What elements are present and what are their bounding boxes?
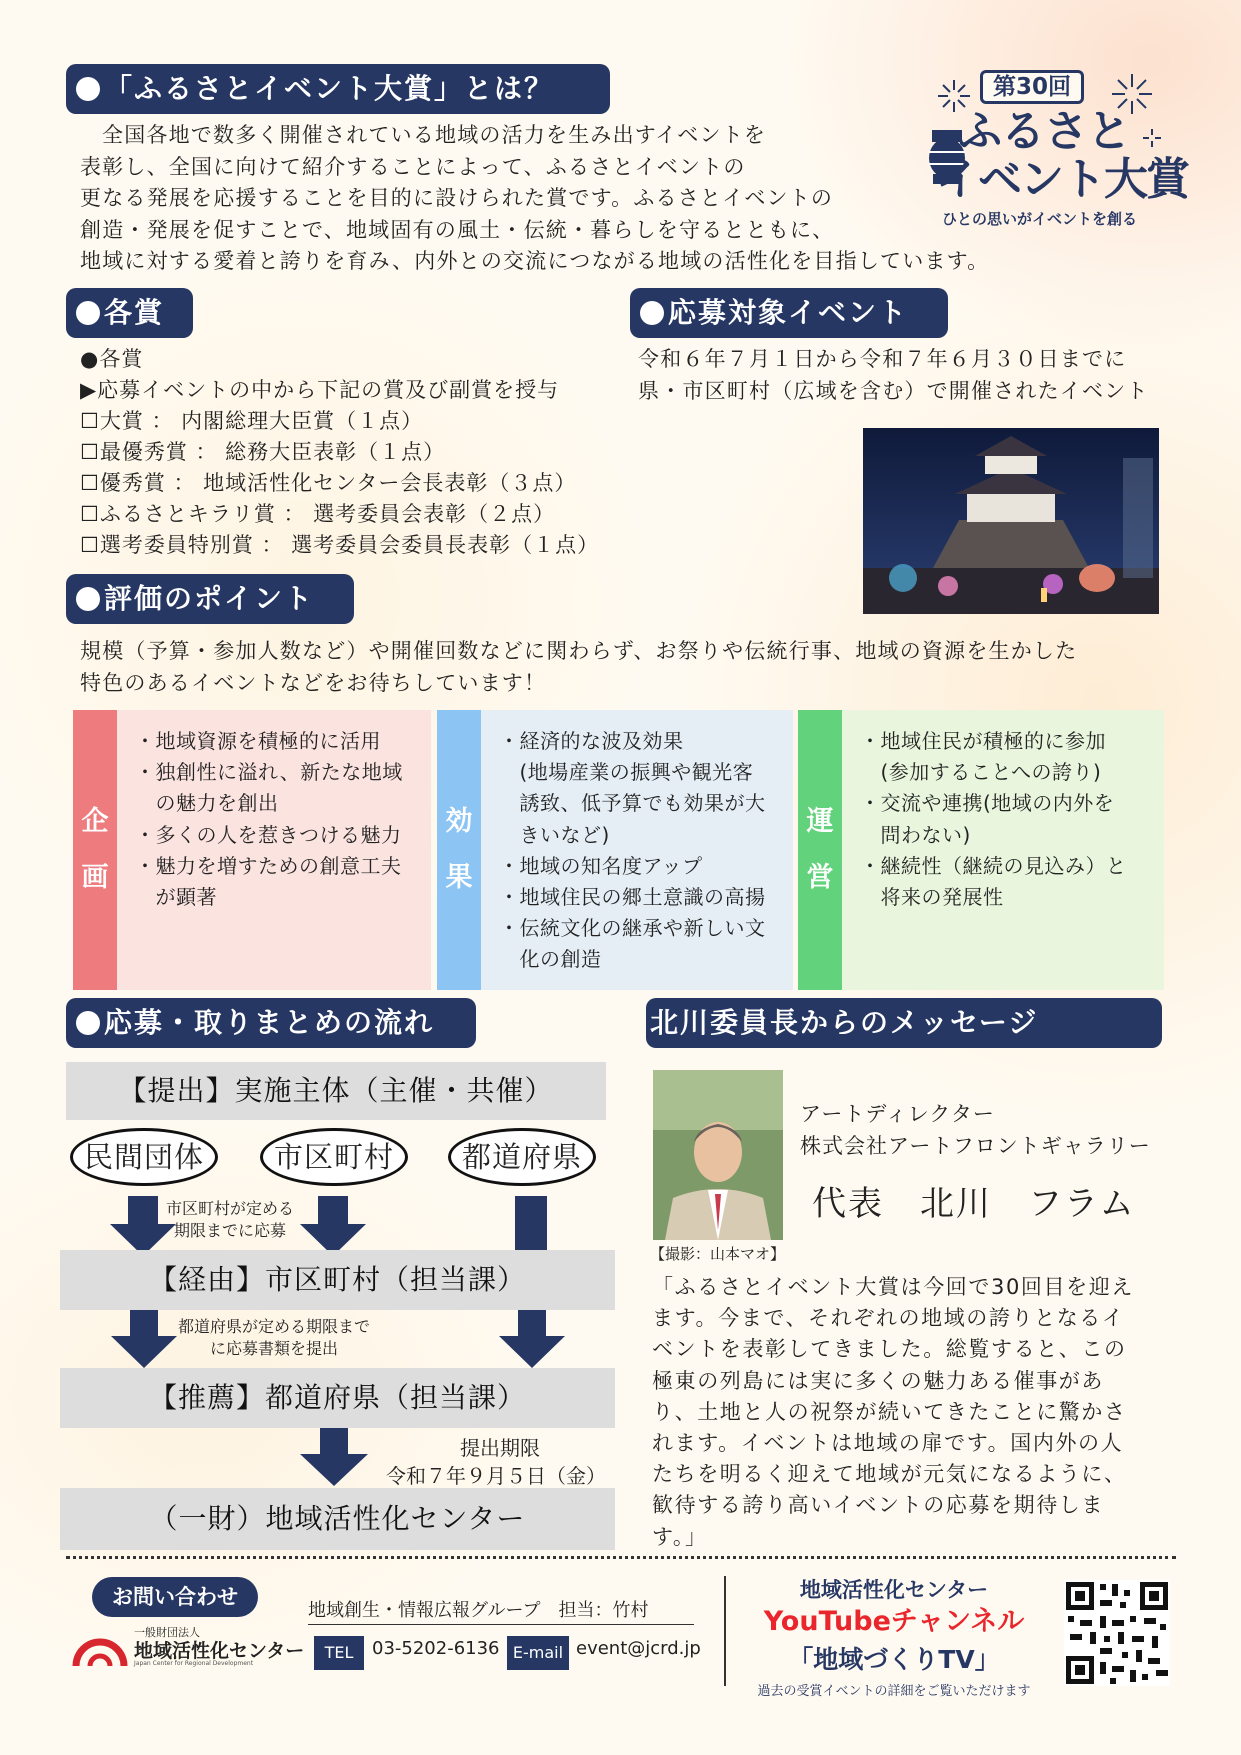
org-name: 地域活性化センター — [134, 1640, 305, 1662]
awards-item: ☐選考委員特別賞 ： 選考委員会委員長表彰（１点） — [80, 533, 600, 557]
awards-heading: 各賞 — [66, 288, 193, 338]
target-line: 令和６年７月１日から令和７年６月３０日までに — [638, 347, 1127, 371]
message-text — [652, 1272, 1134, 1553]
org-small: 一般財団法人 — [134, 1626, 200, 1639]
evaluation-item: (地場産業の振興や観光客 — [499, 760, 754, 785]
flow-heading: 応募・取りまとめの流れ — [66, 998, 476, 1048]
evaluation-item: の魅力を創出 — [135, 791, 279, 816]
evaluation-item: ・継続性（継続の見込み）と — [860, 853, 1127, 878]
logo-badge: 第30回 — [980, 70, 1084, 104]
qr-code[interactable] — [1064, 1580, 1170, 1686]
youtube-block[interactable] — [736, 1574, 1052, 1699]
message-line: り、土地と人の祝祭が続いてきたことに驚かさ — [652, 1399, 1127, 1424]
evaluation-item: ・交流や連携(地域の内外を — [860, 791, 1115, 816]
flow-via: 【経由】市区町村（担当課） — [60, 1250, 615, 1310]
evaluation-item: 問わない) — [860, 822, 971, 847]
org-name-en: Japan Center for Regional Development — [134, 1660, 254, 1667]
arrow-down-icon — [300, 1428, 368, 1486]
evaluation-item: ・独創性に溢れ、新たな地域 — [135, 760, 403, 785]
email-address[interactable]: event@jcrd.jp — [576, 1638, 701, 1659]
email-badge: E-mail — [507, 1636, 569, 1670]
org-logo-icon — [72, 1622, 128, 1668]
flow-deadline-label: 提出期限 — [460, 1436, 540, 1460]
evaluation-item: ・地域の知名度アップ — [499, 853, 703, 878]
awards-item: ☐ふるさとキラリ賞 ： 選考委員会表彰（２点） — [80, 502, 556, 526]
message-line: れます。イベントは地域の扉です。国内外の人 — [652, 1431, 1124, 1456]
evaluation-item: ・地域住民の郷土意識の高揚 — [499, 885, 766, 910]
message-heading: 北川委員長からのメッセージ — [646, 998, 1162, 1048]
flow-submit: 【提出】実施主体（主催・共催） — [66, 1062, 606, 1120]
target-heading: 応募対象イベント — [630, 288, 948, 338]
about-line: 全国各地で数多く開催されている地域の活力を生み出すイベントを — [102, 123, 767, 147]
message-line: たちを明るく迎えて地域が元気になるように、 — [652, 1462, 1127, 1487]
evaluation-item: ・経済的な波及効果 — [499, 729, 684, 753]
awards-item: ☐最優秀賞 ： 総務大臣表彰（１点） — [80, 440, 446, 464]
evaluation-intro-line: 特色のあるイベントなどをお待ちしています！ — [80, 670, 547, 695]
message-line: ます。今まで、それぞれの地域の誇りとなるイ — [652, 1306, 1125, 1331]
about-line: 表彰し、全国に向けて紹介することによって、ふるさとイベントの — [80, 154, 746, 179]
evaluation-item: (参加することへの誇り) — [860, 760, 1102, 785]
youtube-channel: YouTubeチャンネル — [763, 1606, 1025, 1637]
chairman-photo — [653, 1070, 783, 1240]
arrow-down-icon — [111, 1310, 177, 1368]
about-line: 地域に対する愛着と誇りを育み、内外との交流につながる地域の活性化を目指しています。 — [80, 249, 990, 273]
evaluation-item: ・地域住民が積極的に参加 — [860, 729, 1106, 753]
youtube-note: 過去の受賞イベントの詳細をご覧いただけます — [757, 1684, 1031, 1699]
target-line: 県・市区町村（広域を含む）で開催されたイベント — [638, 378, 1149, 403]
youtube-org: 地域活性化センター — [799, 1578, 989, 1602]
tel-badge: TEL — [314, 1636, 364, 1670]
evaluation-item: ・多くの人を惹きつける魅力 — [135, 822, 402, 847]
flow-oval-municipality: 市区町村 — [260, 1128, 408, 1186]
contact-label: お問い合わせ — [92, 1577, 258, 1617]
message-line: 極東の列島には実に多くの魅力ある催事があ — [652, 1368, 1104, 1393]
about-heading: 「ふるさとイベント大賞」とは？ — [66, 64, 610, 114]
connector-bar — [515, 1196, 547, 1250]
org-logo — [72, 1622, 312, 1668]
arrow-down-icon — [300, 1196, 366, 1256]
message-line: ベントを表彰してきました。総覧すると、この — [652, 1337, 1127, 1362]
about-line: 更なる発展を応援することを目的に設けられた賞です。ふるさとイベントの — [80, 186, 834, 210]
evaluation-item: ・伝統文化の継承や新しい文 — [499, 916, 766, 941]
evaluation-item: 将来の発展性 — [860, 885, 1004, 910]
evaluation-item: 誘致、低予算でも効果が大 — [499, 791, 766, 816]
tel-number[interactable]: 03-5202-6136 — [372, 1638, 500, 1659]
awards-item: ☐優秀賞 ： 地域活性化センター会長表彰（３点） — [80, 471, 577, 495]
arrow-down-icon — [499, 1310, 565, 1368]
evaluation-label: 運 営 — [798, 710, 842, 990]
contact-dept: 地域創生・情報広報グループ 担当：竹村 — [308, 1600, 649, 1621]
flow-final: （一財）地域活性化センター — [60, 1488, 615, 1550]
chairman-role: アートディレクター — [800, 1102, 995, 1126]
youtube-title: 「地域づくりTV」 — [788, 1645, 1000, 1674]
evaluation-item: が顕著 — [135, 885, 217, 910]
flow-deadline: 令和７年９月５日（金） — [386, 1464, 606, 1488]
message-line: す。」 — [652, 1524, 708, 1549]
evaluation-item: 化の創造 — [499, 947, 602, 972]
awards-item: ▶応募イベントの中から下記の賞及び副賞を授与 — [80, 378, 560, 402]
contact-rule — [308, 1624, 694, 1625]
flow-recommend: 【推薦】都道府県（担当課） — [60, 1368, 615, 1428]
evaluation-item: きいなど) — [499, 822, 610, 847]
portrait-illustration — [653, 1070, 783, 1240]
qr-code-icon — [1064, 1580, 1170, 1686]
logo-tagline: ひとの思いがイベントを創る — [942, 210, 1138, 228]
flow-note-prefecture: 都道府県が定める期限まで に応募書類を提出 — [178, 1317, 371, 1358]
awards-item: ☐大賞 ： 内閣総理大臣賞（１点） — [80, 409, 424, 433]
evaluation-label: 効 果 — [437, 710, 481, 990]
logo-title-2: イベント大賞 — [936, 154, 1188, 205]
logo-title-1: ふるさと — [958, 106, 1130, 157]
photo-credit: 【撮影：山本マオ】 — [650, 1245, 786, 1263]
flow-note-municipality: 市区町村が定める 期限までに応募 — [166, 1199, 295, 1240]
evaluation-label: 企 画 — [73, 710, 117, 990]
message-line: 「ふるさとイベント大賞は今回で30回目を迎え — [652, 1275, 1134, 1299]
footer-divider — [66, 1556, 1176, 1559]
evaluation-item: ・地域資源を積極的に活用 — [135, 729, 381, 753]
chairman-name: 代表 北川 フラム — [812, 1184, 1136, 1224]
flow-oval-prefecture: 都道府県 — [448, 1128, 596, 1186]
chairman-company: 株式会社アートフロントギャラリー — [800, 1134, 1151, 1158]
evaluation-intro-line: 規模（予算・参加人数など）や開催回数などに関わらず、お祭りや伝統行事、地域の資源を生かした — [80, 639, 1078, 663]
footer-vertical-divider — [724, 1576, 726, 1686]
about-line: 創造・発展を促すことで、地域固有の風土・伝統・暮らしを守るとともに、 — [80, 217, 835, 242]
awards-item: ●各賞 — [80, 347, 144, 371]
message-line: 歓待する誇り高いイベントの応募を期待しま — [652, 1493, 1104, 1518]
evaluation-heading: 評価のポイント — [66, 574, 354, 624]
flow-oval-private: 民間団体 — [70, 1128, 218, 1186]
evaluation-item: ・魅力を増すための創意工夫 — [135, 853, 402, 878]
